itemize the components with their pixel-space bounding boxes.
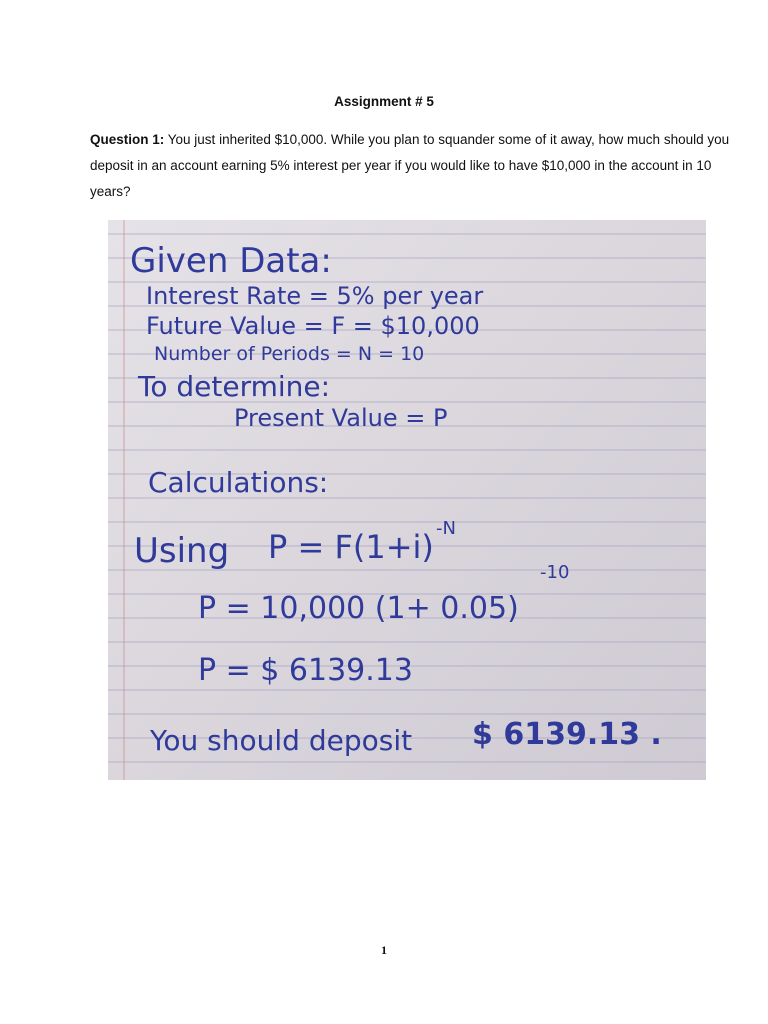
- substitution: P = 10,000 (1+ 0.05): [198, 591, 519, 626]
- formula-exponent: -N: [436, 518, 456, 539]
- determine-present-value: Present Value = P: [234, 404, 448, 432]
- conclusion-prefix: You should deposit: [150, 724, 413, 757]
- result: P = $ 6139.13: [198, 653, 413, 688]
- given-interest-rate: Interest Rate = 5% per year: [146, 282, 484, 310]
- formula: P = F(1+i): [268, 528, 434, 566]
- handwritten-solution-photo: [108, 220, 706, 780]
- heading-to-determine: To determine:: [138, 370, 331, 403]
- using-label: Using: [134, 531, 230, 571]
- given-future-value: Future Value = F = $10,000: [146, 312, 480, 340]
- notebook-page: [108, 220, 706, 780]
- given-number-of-periods: Number of Periods = N = 10: [154, 343, 425, 365]
- substitution-exponent: -10: [540, 562, 570, 583]
- question-label: Question 1:: [90, 132, 165, 147]
- conclusion-amount: $ 6139.13 .: [472, 717, 662, 752]
- question-body: You just inherited $10,000. While you plan to squander some of it away, how much should you deposit in an account earning 5% interest per year if you would like to have $10,000 in the account in 10 years?: [90, 132, 730, 199]
- heading-calculations: Calculations:: [148, 466, 329, 499]
- page-number: 1: [381, 943, 387, 957]
- question-text: [90, 127, 730, 205]
- heading-given-data: Given Data:: [130, 241, 332, 281]
- page-title: Assignment # 5: [334, 94, 434, 109]
